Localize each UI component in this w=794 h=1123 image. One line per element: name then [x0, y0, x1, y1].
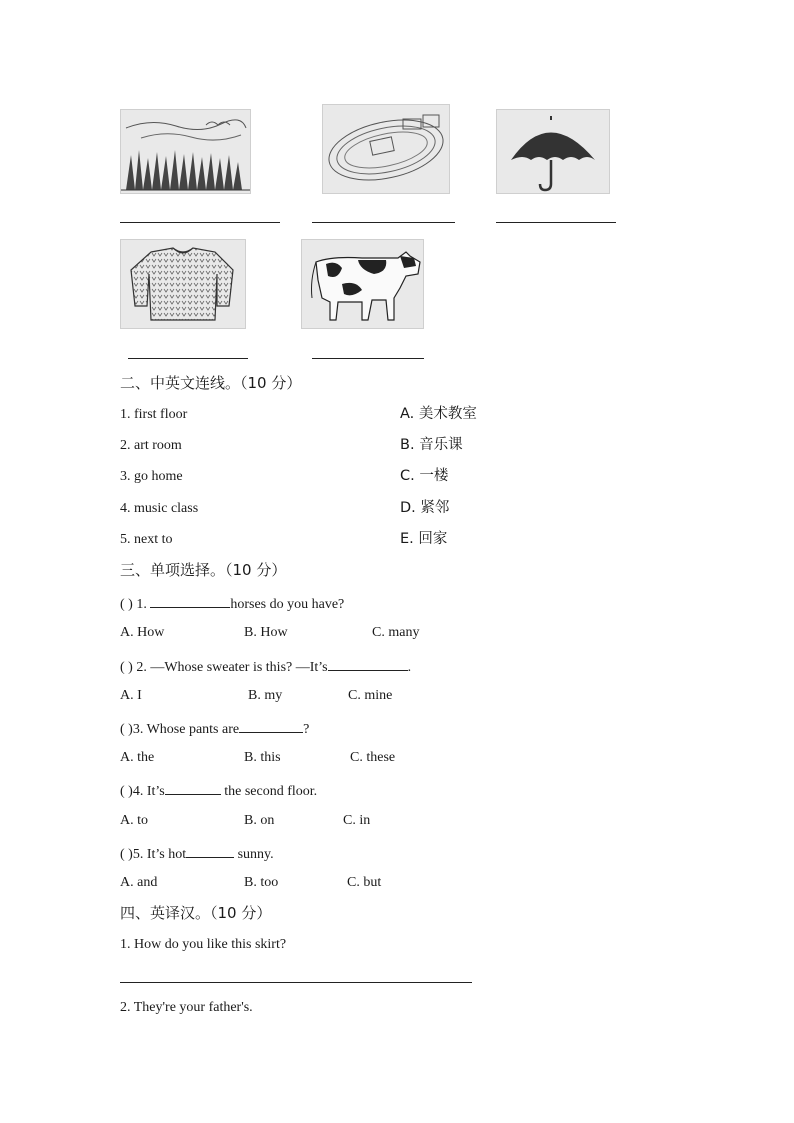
sweater-icon [121, 240, 245, 328]
match-left-3: 3. go home [120, 469, 183, 484]
question-4-prefix: ( )4. It’s [120, 784, 165, 799]
question-3-option-b: B. this [244, 750, 281, 765]
question-2-blank[interactable] [328, 656, 408, 671]
match-left-1: 1. first floor [120, 407, 188, 422]
question-2-prefix: ( ) 2. —Whose sweater is this? —It’s [120, 660, 328, 675]
question-4 [120, 780, 317, 801]
question-4-blank[interactable] [165, 780, 221, 795]
running-track-icon [323, 105, 449, 193]
question-1-option-c: C. many [372, 625, 420, 640]
umbrella-icon [497, 110, 609, 193]
question-2-option-a: A. I [120, 688, 142, 703]
sweater-picture [120, 239, 246, 329]
question-5-blank[interactable] [186, 843, 234, 858]
match-left-2: 2. art room [120, 438, 182, 453]
playground-picture [322, 104, 450, 194]
translate-question-2: 2. They're your father's. [120, 1000, 253, 1015]
question-3-option-a: A. the [120, 750, 155, 765]
answer-line-2[interactable] [312, 222, 455, 223]
question-3-suffix: ? [303, 722, 310, 737]
question-3-blank[interactable] [239, 718, 303, 733]
question-2-option-b: B. my [248, 688, 283, 703]
match-right-d: D. 紧邻 [400, 500, 450, 516]
cow-icon [302, 240, 423, 328]
question-5-option-a: A. and [120, 875, 158, 890]
question-1-blank[interactable] [150, 593, 230, 608]
question-1-suffix: horses do you have? [230, 597, 345, 612]
section-4-title: 四、英译汉。（10 分） [120, 904, 272, 922]
question-4-option-c: C. in [343, 813, 371, 828]
answer-line-4[interactable] [128, 358, 248, 359]
question-5-suffix: sunny. [234, 847, 274, 862]
question-4-suffix: the second floor. [220, 784, 318, 799]
answer-line-1[interactable] [120, 222, 280, 223]
question-2-suffix: . [407, 660, 412, 675]
grass-picture [120, 109, 251, 194]
question-3-prefix: ( )3. Whose pants are [120, 722, 240, 737]
answer-line-3[interactable] [496, 222, 616, 223]
match-right-c: C. 一楼 [400, 468, 449, 484]
question-5 [120, 843, 274, 864]
question-1-option-a: A. How [120, 625, 165, 640]
match-right-e: E. 回家 [400, 531, 448, 547]
question-1 [120, 593, 344, 614]
umbrella-picture [496, 109, 610, 194]
question-3-option-c: C. these [350, 750, 396, 765]
question-3 [120, 718, 309, 739]
match-left-4: 4. music class [120, 501, 199, 516]
match-right-a: A. 美术教室 [400, 406, 477, 422]
question-5-option-c: C. but [347, 875, 382, 890]
match-right-b: B. 音乐课 [400, 437, 463, 453]
question-1-option-b: B. How [244, 625, 288, 640]
question-1-prefix: ( ) 1. [120, 597, 151, 612]
section-3-title: 三、单项选择。（10 分） [120, 561, 287, 579]
match-left-5: 5. next to [120, 532, 173, 547]
question-4-option-b: B. on [244, 813, 275, 828]
question-5-option-b: B. too [244, 875, 279, 890]
question-2-option-c: C. mine [348, 688, 393, 703]
translate-answer-line-1[interactable] [120, 982, 472, 983]
answer-line-5[interactable] [312, 358, 424, 359]
cow-picture [301, 239, 424, 329]
question-4-option-a: A. to [120, 813, 148, 828]
question-5-prefix: ( )5. It’s hot [120, 847, 187, 862]
grass-icon [121, 110, 250, 193]
question-2 [120, 656, 411, 677]
section-2-title: 二、中英文连线。（10 分） [120, 374, 302, 392]
translate-question-1: 1. How do you like this skirt? [120, 937, 287, 952]
